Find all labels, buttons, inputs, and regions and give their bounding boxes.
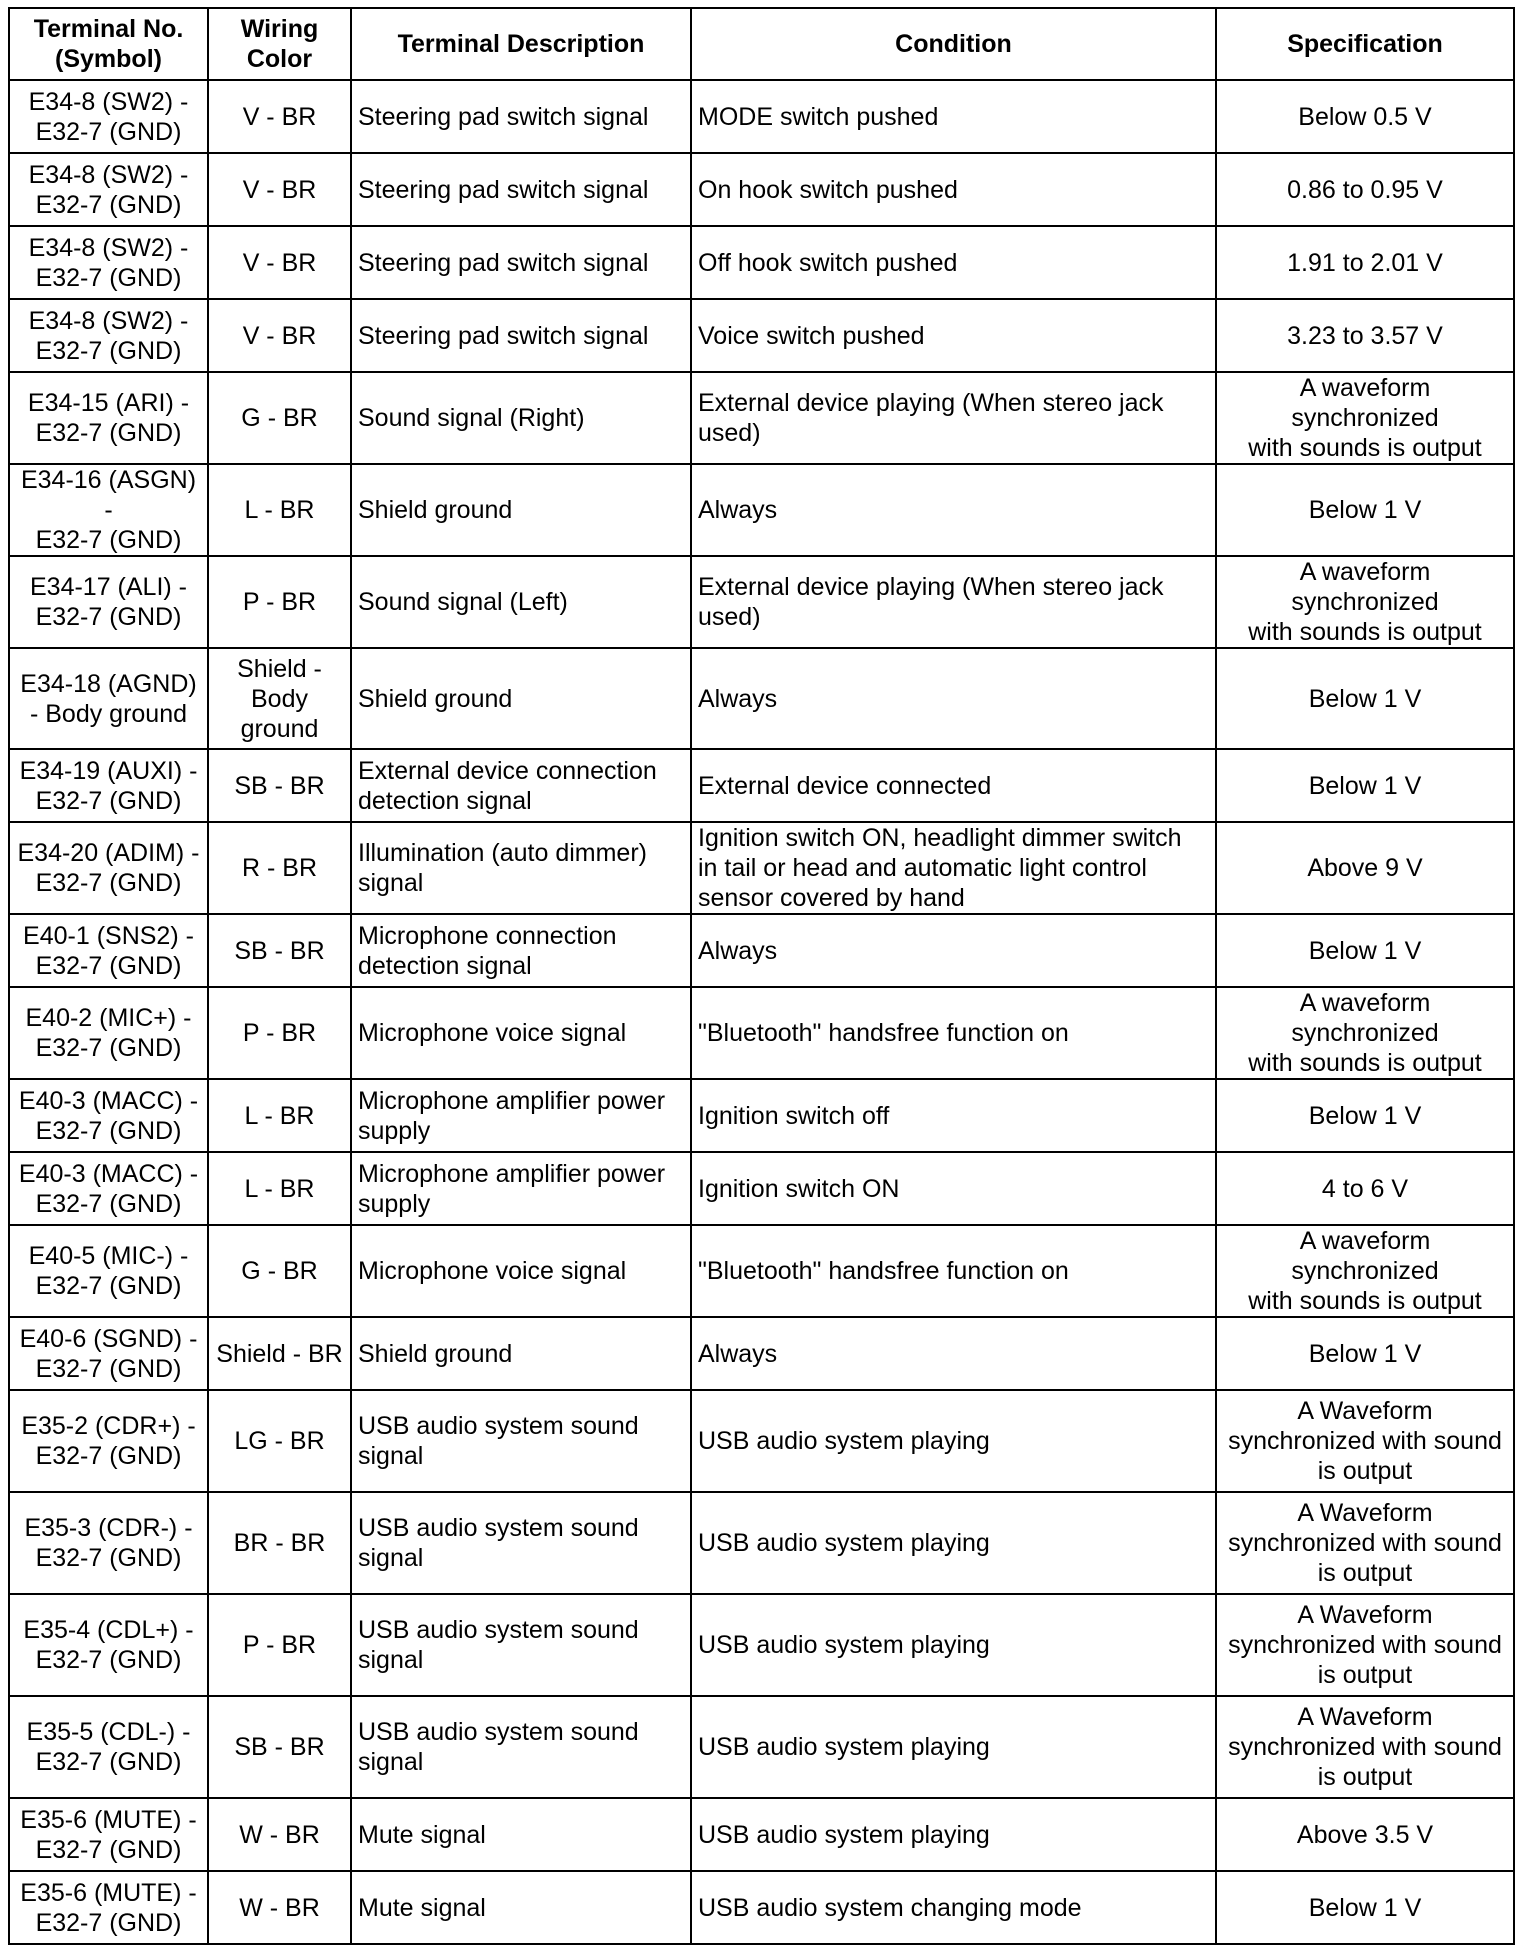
cell-specification	[1216, 1317, 1514, 1390]
cell-condition-text: Always	[698, 1339, 778, 1368]
table-row	[9, 1390, 1514, 1492]
cell-wiring-color-text: V - BR	[242, 175, 317, 204]
cell-specification	[1216, 556, 1514, 648]
cell-terminal	[9, 987, 208, 1079]
cell-wiring-color	[208, 1225, 351, 1317]
cell-wiring-color-text: L - BR	[244, 496, 315, 524]
cell-wiring-color	[208, 648, 351, 749]
cell-condition	[691, 1492, 1216, 1594]
cell-wiring-color	[208, 1079, 351, 1152]
cell-condition-text: USB audio system playing	[698, 1820, 990, 1849]
cell-description	[351, 1871, 691, 1944]
cell-condition-text: On hook switch pushed	[698, 175, 958, 204]
cell-wiring-color	[208, 372, 351, 464]
cell-wiring-color	[208, 226, 351, 299]
cell-terminal	[9, 648, 208, 749]
cell-wiring-color	[208, 1594, 351, 1696]
cell-specification	[1216, 153, 1514, 226]
cell-terminal-text: E40-3 (MACC) - E32-7 (GND)	[18, 1159, 199, 1218]
cell-terminal	[9, 299, 208, 372]
table-header-row	[9, 8, 1514, 80]
cell-specification-text: A Waveform synchronized with sound is output	[1228, 1601, 1502, 1689]
cell-condition	[691, 1079, 1216, 1152]
cell-condition-text: Always	[698, 684, 778, 713]
cell-terminal-text: E35-5 (CDL-) - E32-7 (GND)	[26, 1718, 191, 1776]
cell-terminal-text: E35-2 (CDR+) - E32-7 (GND)	[21, 1412, 196, 1470]
cell-terminal-text: E35-6 (MUTE) - E32-7 (GND)	[20, 1878, 197, 1937]
cell-terminal-text: E34-8 (SW2) - E32-7 (GND)	[28, 160, 189, 219]
cell-condition-text: Off hook switch pushed	[698, 248, 958, 277]
cell-condition-text: USB audio system playing	[698, 1529, 990, 1557]
cell-terminal	[9, 556, 208, 648]
cell-terminal	[9, 1225, 208, 1317]
cell-description	[351, 226, 691, 299]
cell-description	[351, 1152, 691, 1225]
cell-specification	[1216, 1152, 1514, 1225]
cell-description-text: USB audio system sound signal	[358, 1514, 639, 1572]
table-row	[9, 1594, 1514, 1696]
cell-terminal	[9, 1079, 208, 1152]
header-wiring-color: Wiring Color	[208, 8, 351, 80]
cell-description	[351, 464, 691, 556]
cell-specification-text: Below 1 V	[1308, 771, 1422, 800]
cell-terminal	[9, 464, 208, 556]
table-row	[9, 1317, 1514, 1390]
cell-terminal-text: E34-17 (ALI) - E32-7 (GND)	[29, 573, 187, 631]
cell-condition	[691, 153, 1216, 226]
cell-description	[351, 372, 691, 464]
cell-terminal	[9, 1152, 208, 1225]
table-row	[9, 1152, 1514, 1225]
table-row	[9, 372, 1514, 464]
cell-specification-text: 4 to 6 V	[1321, 1174, 1409, 1203]
cell-description	[351, 299, 691, 372]
cell-description-text: Microphone amplifier power supply	[358, 1086, 666, 1145]
table-row	[9, 226, 1514, 299]
cell-wiring-color-text: P - BR	[242, 1631, 317, 1659]
table-row	[9, 464, 1514, 556]
cell-terminal	[9, 153, 208, 226]
cell-wiring-color	[208, 1696, 351, 1798]
cell-terminal-text: E34-19 (AUXI) - E32-7 (GND)	[19, 756, 198, 815]
cell-condition	[691, 648, 1216, 749]
header-specification: Specification	[1216, 8, 1514, 80]
cell-terminal-text: E40-2 (MIC+) - E32-7 (GND)	[25, 1004, 192, 1062]
cell-specification	[1216, 372, 1514, 464]
cell-specification	[1216, 749, 1514, 822]
table-row	[9, 1696, 1514, 1798]
cell-wiring-color-text: W - BR	[239, 1820, 320, 1849]
cell-description	[351, 1317, 691, 1390]
cell-terminal	[9, 1871, 208, 1944]
cell-condition	[691, 299, 1216, 372]
cell-description	[351, 1225, 691, 1317]
cell-condition	[691, 914, 1216, 987]
cell-specification	[1216, 1594, 1514, 1696]
cell-description	[351, 914, 691, 987]
cell-specification-text: 1.91 to 2.01 V	[1287, 248, 1443, 277]
table-row	[9, 987, 1514, 1079]
cell-condition-text: MODE switch pushed	[698, 102, 939, 131]
cell-terminal-text: E40-3 (MACC) - E32-7 (GND)	[18, 1086, 199, 1145]
cell-condition-text: USB audio system playing	[698, 1631, 990, 1659]
cell-terminal	[9, 1798, 208, 1871]
cell-wiring-color-text: V - BR	[242, 102, 317, 131]
cell-wiring-color-text: Shield - Body ground	[237, 654, 322, 743]
cell-condition	[691, 1152, 1216, 1225]
cell-terminal-text: E40-1 (SNS2) - E32-7 (GND)	[23, 921, 194, 980]
cell-description	[351, 556, 691, 648]
table-row	[9, 299, 1514, 372]
cell-description-text: Microphone amplifier power supply	[358, 1159, 666, 1218]
cell-description	[351, 648, 691, 749]
cell-wiring-color	[208, 1152, 351, 1225]
cell-terminal-text: E40-5 (MIC-) - E32-7 (GND)	[28, 1242, 189, 1300]
cell-terminal-text: E35-4 (CDL+) - E32-7 (GND)	[23, 1616, 194, 1674]
cell-wiring-color-text: BR - BR	[233, 1529, 326, 1557]
table-row	[9, 153, 1514, 226]
cell-specification	[1216, 80, 1514, 153]
cell-description	[351, 1079, 691, 1152]
cell-condition	[691, 1696, 1216, 1798]
cell-terminal-text: E34-16 (ASGN) - E32-7 (GND)	[20, 466, 197, 554]
cell-condition	[691, 464, 1216, 556]
cell-specification	[1216, 648, 1514, 749]
cell-condition-text: External device playing (When stereo jack used)	[698, 389, 1164, 447]
table-row	[9, 1079, 1514, 1152]
cell-terminal-text: E40-6 (SGND) - E32-7 (GND)	[19, 1324, 198, 1383]
cell-specification	[1216, 1798, 1514, 1871]
cell-wiring-color-text: P - BR	[242, 588, 317, 616]
cell-terminal	[9, 80, 208, 153]
cell-wiring-color	[208, 1390, 351, 1492]
cell-wiring-color	[208, 749, 351, 822]
cell-description	[351, 1594, 691, 1696]
cell-specification-text: A waveform synchronized with sounds is output	[1248, 989, 1482, 1077]
cell-description	[351, 1696, 691, 1798]
cell-wiring-color	[208, 299, 351, 372]
cell-specification-text: A waveform synchronized with sounds is output	[1248, 1227, 1482, 1315]
cell-condition	[691, 80, 1216, 153]
cell-description	[351, 1798, 691, 1871]
cell-terminal	[9, 1317, 208, 1390]
cell-specification	[1216, 987, 1514, 1079]
cell-specification-text: Below 1 V	[1308, 684, 1422, 713]
cell-specification-text: Below 1 V	[1308, 1101, 1422, 1130]
table-row	[9, 1871, 1514, 1944]
cell-terminal	[9, 1696, 208, 1798]
cell-description-text: Sound signal (Right)	[358, 404, 585, 432]
cell-condition-text: USB audio system playing	[698, 1733, 990, 1761]
cell-specification-text: 3.23 to 3.57 V	[1287, 321, 1443, 350]
cell-description-text: Shield ground	[358, 496, 513, 524]
terminal-spec-table	[8, 7, 1515, 1945]
cell-wiring-color	[208, 153, 351, 226]
cell-specification-text: Below 0.5 V	[1298, 102, 1432, 131]
cell-specification-text: A waveform synchronized with sounds is output	[1248, 374, 1482, 462]
table-row	[9, 80, 1514, 153]
cell-condition-text: USB audio system playing	[698, 1427, 990, 1455]
cell-condition	[691, 226, 1216, 299]
cell-terminal	[9, 749, 208, 822]
cell-specification-text: Below 1 V	[1308, 936, 1422, 965]
cell-description-text: Microphone connection detection signal	[358, 921, 617, 980]
header-terminal-no: Terminal No. (Symbol)	[9, 8, 208, 80]
cell-wiring-color	[208, 556, 351, 648]
cell-specification	[1216, 822, 1514, 914]
table-row	[9, 749, 1514, 822]
cell-wiring-color-text: V - BR	[242, 248, 317, 277]
cell-description-text: USB audio system sound signal	[358, 1412, 639, 1470]
cell-description	[351, 749, 691, 822]
cell-description-text: Steering pad switch signal	[358, 321, 649, 350]
cell-condition-text: "Bluetooth" handsfree function on	[698, 1019, 1069, 1047]
cell-wiring-color-text: SB - BR	[234, 936, 325, 965]
cell-specification-text: A Waveform synchronized with sound is output	[1228, 1703, 1502, 1791]
cell-wiring-color	[208, 914, 351, 987]
cell-terminal	[9, 372, 208, 464]
cell-specification	[1216, 1696, 1514, 1798]
cell-terminal	[9, 1390, 208, 1492]
table-row	[9, 1798, 1514, 1871]
cell-condition	[691, 556, 1216, 648]
cell-wiring-color	[208, 1871, 351, 1944]
cell-wiring-color-text: Shield - BR	[216, 1339, 343, 1368]
cell-condition	[691, 1871, 1216, 1944]
cell-terminal	[9, 1492, 208, 1594]
table-row	[9, 1492, 1514, 1594]
cell-specification	[1216, 299, 1514, 372]
cell-condition	[691, 1798, 1216, 1871]
cell-specification-text: Below 1 V	[1308, 496, 1422, 524]
cell-condition-text: Always	[698, 936, 778, 965]
cell-wiring-color	[208, 80, 351, 153]
cell-description	[351, 987, 691, 1079]
cell-specification	[1216, 1225, 1514, 1317]
cell-terminal	[9, 914, 208, 987]
cell-wiring-color-text: L - BR	[244, 1101, 315, 1130]
cell-terminal-text: E35-3 (CDR-) - E32-7 (GND)	[24, 1514, 193, 1572]
cell-wiring-color	[208, 987, 351, 1079]
cell-wiring-color-text: R - BR	[242, 854, 317, 882]
cell-terminal	[9, 226, 208, 299]
cell-condition	[691, 987, 1216, 1079]
cell-specification-text: A Waveform synchronized with sound is output	[1228, 1397, 1502, 1485]
cell-condition	[691, 822, 1216, 914]
cell-specification-text: 0.86 to 0.95 V	[1287, 175, 1443, 204]
cell-wiring-color	[208, 1317, 351, 1390]
cell-specification	[1216, 226, 1514, 299]
cell-description-text: USB audio system sound signal	[358, 1616, 639, 1674]
cell-condition-text: Always	[698, 496, 778, 524]
cell-condition-text: Voice switch pushed	[698, 321, 925, 350]
cell-wiring-color	[208, 822, 351, 914]
cell-description-text: Illumination (auto dimmer) signal	[358, 839, 647, 897]
cell-condition-text: External device playing (When stereo jack used)	[698, 573, 1164, 631]
cell-wiring-color-text: V - BR	[242, 321, 317, 350]
cell-description-text: Microphone voice signal	[358, 1019, 627, 1047]
cell-condition-text: Ignition switch ON, headlight dimmer switch in tail or head and automatic light control sensor covered by hand	[698, 824, 1182, 912]
cell-wiring-color-text: SB - BR	[234, 1733, 325, 1761]
cell-condition-text: Ignition switch ON	[698, 1174, 900, 1203]
cell-terminal	[9, 822, 208, 914]
table-row	[9, 822, 1514, 914]
cell-description-text: Microphone voice signal	[358, 1257, 627, 1285]
cell-description-text: Shield ground	[358, 1339, 513, 1368]
cell-specification	[1216, 464, 1514, 556]
cell-condition-text: USB audio system changing mode	[698, 1893, 1082, 1922]
cell-description-text: Steering pad switch signal	[358, 248, 649, 277]
cell-condition	[691, 1594, 1216, 1696]
cell-terminal-text: E34-8 (SW2) - E32-7 (GND)	[28, 87, 189, 146]
cell-description	[351, 153, 691, 226]
cell-wiring-color	[208, 1798, 351, 1871]
cell-description-text: Steering pad switch signal	[358, 175, 649, 204]
cell-description-text: Shield ground	[358, 684, 513, 713]
table-row	[9, 648, 1514, 749]
cell-description-text: External device connection detection signal	[358, 756, 657, 815]
cell-specification-text: Above 3.5 V	[1296, 1820, 1434, 1849]
cell-wiring-color-text: W - BR	[239, 1893, 320, 1922]
cell-specification	[1216, 1871, 1514, 1944]
cell-condition	[691, 749, 1216, 822]
cell-specification	[1216, 1390, 1514, 1492]
cell-specification	[1216, 1492, 1514, 1594]
cell-wiring-color-text: G - BR	[241, 1257, 318, 1285]
header-condition: Condition	[691, 8, 1216, 80]
cell-description-text: Mute signal	[358, 1893, 486, 1922]
cell-description-text: Sound signal (Left)	[358, 588, 568, 616]
cell-wiring-color-text: P - BR	[242, 1019, 317, 1047]
cell-wiring-color-text: L - BR	[244, 1174, 315, 1203]
cell-condition	[691, 372, 1216, 464]
cell-description	[351, 80, 691, 153]
cell-wiring-color-text: LG - BR	[234, 1427, 325, 1455]
cell-description	[351, 1390, 691, 1492]
cell-terminal-text: E34-8 (SW2) - E32-7 (GND)	[28, 306, 189, 365]
cell-terminal	[9, 1594, 208, 1696]
table-row	[9, 1225, 1514, 1317]
cell-description-text: Steering pad switch signal	[358, 102, 649, 131]
cell-specification-text: Below 1 V	[1308, 1893, 1422, 1922]
cell-description-text: USB audio system sound signal	[358, 1718, 639, 1776]
cell-condition	[691, 1317, 1216, 1390]
cell-wiring-color	[208, 1492, 351, 1594]
cell-terminal-text: E34-20 (ADIM) - E32-7 (GND)	[17, 839, 200, 897]
cell-specification	[1216, 1079, 1514, 1152]
table-row	[9, 556, 1514, 648]
cell-description	[351, 1492, 691, 1594]
cell-wiring-color-text: SB - BR	[234, 771, 325, 800]
cell-description-text: Mute signal	[358, 1820, 486, 1849]
table-body	[9, 80, 1514, 1944]
cell-description	[351, 822, 691, 914]
cell-wiring-color-text: G - BR	[241, 404, 318, 432]
cell-wiring-color	[208, 464, 351, 556]
cell-terminal-text: E34-8 (SW2) - E32-7 (GND)	[28, 233, 189, 292]
cell-terminal-text: E34-15 (ARI) - E32-7 (GND)	[27, 389, 190, 447]
cell-specification-text: Above 9 V	[1307, 854, 1423, 882]
cell-specification	[1216, 914, 1514, 987]
cell-condition-text: External device connected	[698, 771, 992, 800]
header-terminal-description: Terminal Description	[351, 8, 691, 80]
cell-condition-text: "Bluetooth" handsfree function on	[698, 1257, 1069, 1285]
cell-specification-text: Below 1 V	[1308, 1339, 1422, 1368]
cell-specification-text: A waveform synchronized with sounds is output	[1248, 558, 1482, 646]
cell-terminal-text: E34-18 (AGND) - Body ground	[20, 669, 197, 728]
cell-condition-text: Ignition switch off	[698, 1101, 890, 1130]
cell-terminal-text: E35-6 (MUTE) - E32-7 (GND)	[20, 1805, 197, 1864]
cell-condition	[691, 1225, 1216, 1317]
table-row	[9, 914, 1514, 987]
cell-condition	[691, 1390, 1216, 1492]
cell-specification-text: A Waveform synchronized with sound is output	[1228, 1499, 1502, 1587]
